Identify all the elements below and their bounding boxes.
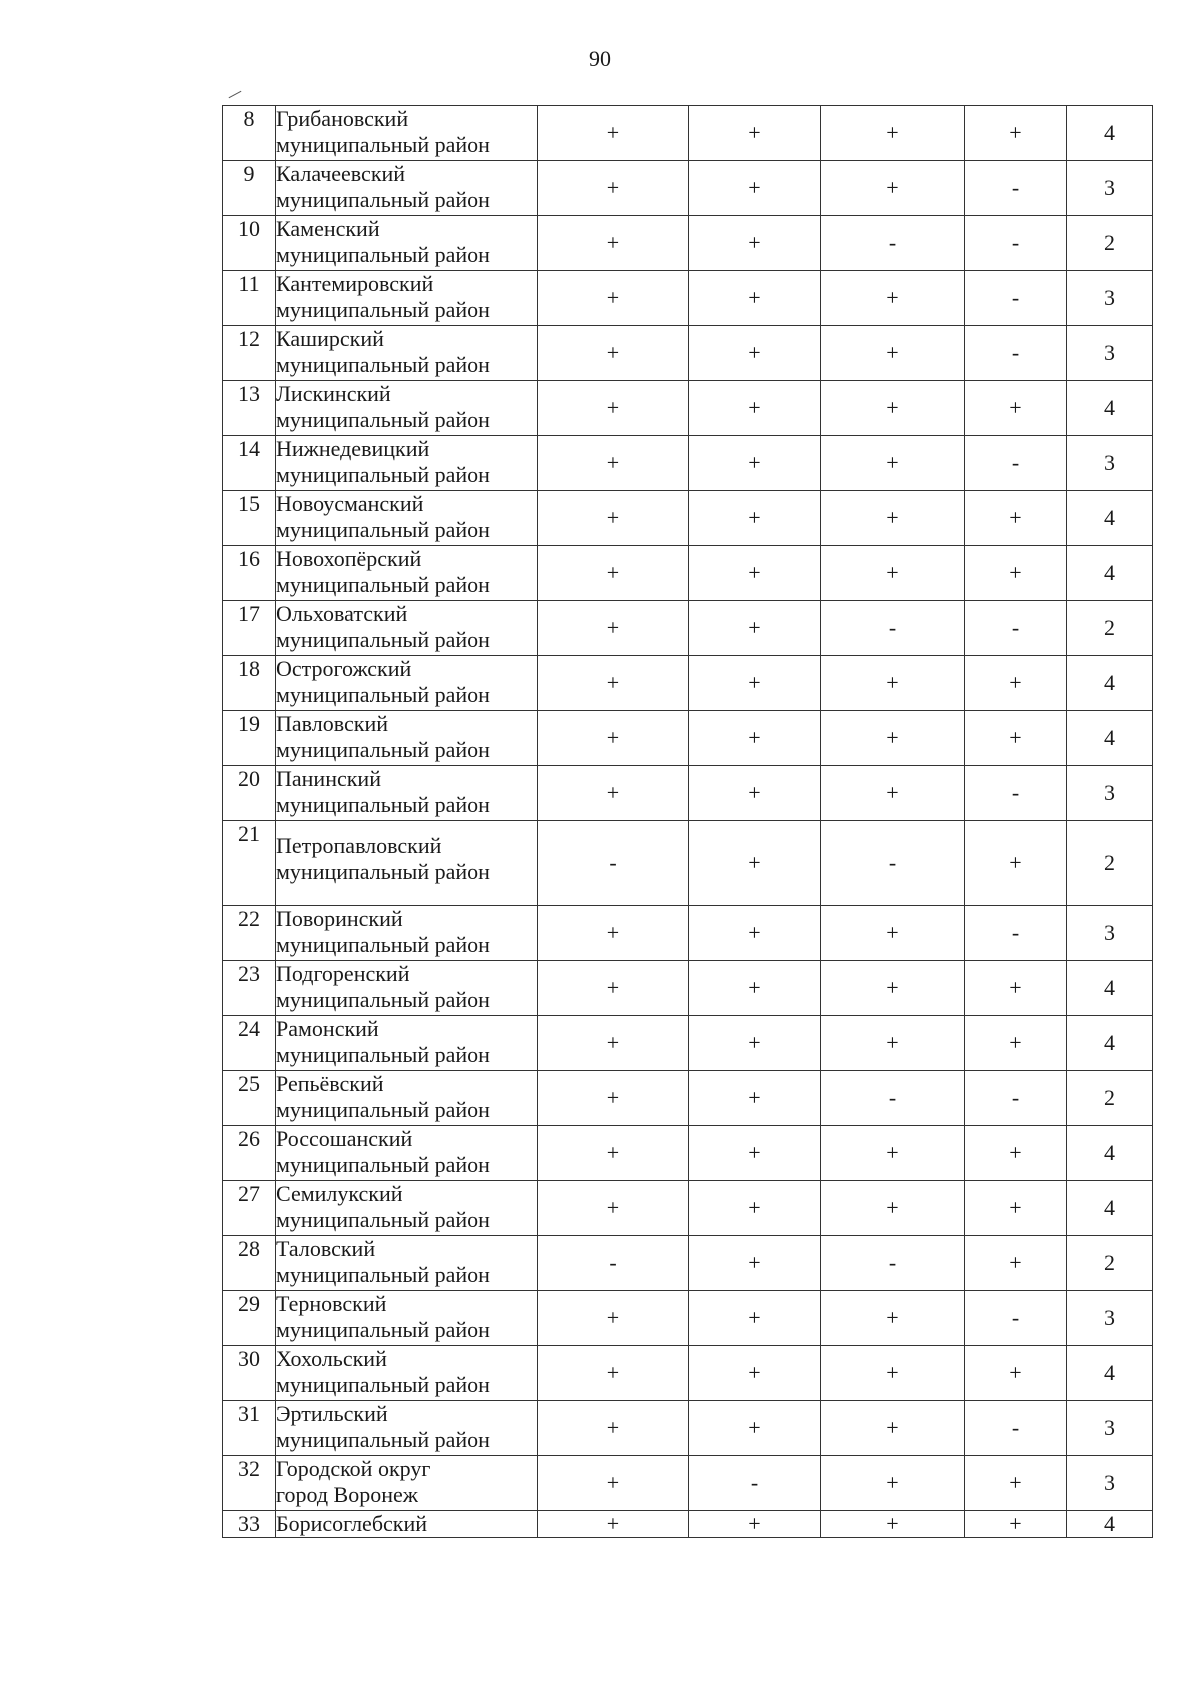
row-total: 2 <box>1067 216 1153 271</box>
district-name-line: муниципальный район <box>276 187 490 212</box>
criterion-mark-1: + <box>538 1126 689 1181</box>
criterion-mark-4: - <box>965 601 1067 656</box>
district-name <box>276 1181 538 1236</box>
criterion-mark-1: + <box>538 1291 689 1346</box>
table-row <box>223 961 1153 1016</box>
districts-table <box>222 105 1153 1538</box>
row-number: 24 <box>223 1016 276 1071</box>
criterion-mark-3: + <box>821 1126 965 1181</box>
district-name <box>276 961 538 1016</box>
table-row <box>223 711 1153 766</box>
district-name-line: Лискинский <box>276 381 391 406</box>
district-name-line: муниципальный район <box>276 1372 490 1397</box>
table-row <box>223 1346 1153 1401</box>
district-name-line: Подгоренский <box>276 961 410 986</box>
criterion-mark-4: - <box>965 1071 1067 1126</box>
row-number: 21 <box>223 821 276 906</box>
table-row <box>223 1016 1153 1071</box>
criterion-mark-4: + <box>965 546 1067 601</box>
district-name-line: Семилукский <box>276 1181 403 1206</box>
criterion-mark-2: + <box>689 436 821 491</box>
district-name-line: муниципальный район <box>276 1152 490 1177</box>
table-row <box>223 106 1153 161</box>
district-name <box>276 821 538 906</box>
criterion-mark-2: + <box>689 1181 821 1236</box>
criterion-mark-2: - <box>689 1456 821 1511</box>
district-name <box>276 656 538 711</box>
row-total: 3 <box>1067 436 1153 491</box>
table-body <box>223 106 1153 1538</box>
criterion-mark-1: + <box>538 1401 689 1456</box>
scan-mark <box>229 91 242 98</box>
row-number: 23 <box>223 961 276 1016</box>
criterion-mark-1: + <box>538 766 689 821</box>
criterion-mark-4: + <box>965 821 1067 906</box>
criterion-mark-4: - <box>965 906 1067 961</box>
district-name-line: муниципальный район <box>276 462 490 487</box>
criterion-mark-2: + <box>689 961 821 1016</box>
criterion-mark-1: + <box>538 656 689 711</box>
criterion-mark-3: - <box>821 1236 965 1291</box>
row-total: 4 <box>1067 546 1153 601</box>
row-number: 14 <box>223 436 276 491</box>
table-row <box>223 326 1153 381</box>
row-number: 12 <box>223 326 276 381</box>
district-name-line: муниципальный район <box>276 682 490 707</box>
row-total: 2 <box>1067 601 1153 656</box>
district-name-line: Россошанский <box>276 1126 413 1151</box>
criterion-mark-1: - <box>538 821 689 906</box>
row-total: 4 <box>1067 1126 1153 1181</box>
row-number: 8 <box>223 106 276 161</box>
district-name-line: муниципальный район <box>276 627 490 652</box>
criterion-mark-3: + <box>821 161 965 216</box>
row-number: 22 <box>223 906 276 961</box>
criterion-mark-1: + <box>538 711 689 766</box>
criterion-mark-1: + <box>538 161 689 216</box>
criterion-mark-2: + <box>689 1346 821 1401</box>
row-total: 4 <box>1067 1181 1153 1236</box>
district-name <box>276 436 538 491</box>
district-name <box>276 381 538 436</box>
district-name-line: муниципальный район <box>276 132 490 157</box>
criterion-mark-3: + <box>821 1346 965 1401</box>
district-name-line: Нижнедевицкий <box>276 436 430 461</box>
district-name-line: муниципальный район <box>276 407 490 432</box>
table-row <box>223 601 1153 656</box>
row-number: 26 <box>223 1126 276 1181</box>
criterion-mark-3: + <box>821 326 965 381</box>
district-name-line: муниципальный район <box>276 1097 490 1122</box>
row-number: 30 <box>223 1346 276 1401</box>
criterion-mark-1: + <box>538 961 689 1016</box>
district-name-line: муниципальный район <box>276 737 490 762</box>
criterion-mark-4: + <box>965 1346 1067 1401</box>
criterion-mark-2: + <box>689 271 821 326</box>
criterion-mark-4: + <box>965 491 1067 546</box>
district-name-line: муниципальный район <box>276 1317 490 1342</box>
row-total: 3 <box>1067 1291 1153 1346</box>
district-name <box>276 216 538 271</box>
district-name-line: Эртильский <box>276 1401 388 1426</box>
district-name-line: Поворинский <box>276 906 403 931</box>
row-total: 2 <box>1067 821 1153 906</box>
row-total: 4 <box>1067 1016 1153 1071</box>
criterion-mark-2: + <box>689 1401 821 1456</box>
district-name-line: муниципальный район <box>276 517 490 542</box>
table-row <box>223 271 1153 326</box>
criterion-mark-3: + <box>821 1291 965 1346</box>
criterion-mark-3: + <box>821 271 965 326</box>
district-name <box>276 1236 538 1291</box>
criterion-mark-3: + <box>821 106 965 161</box>
district-name <box>276 106 538 161</box>
criterion-mark-2: + <box>689 106 821 161</box>
table-row <box>223 1126 1153 1181</box>
district-name-line: муниципальный район <box>276 572 490 597</box>
row-number: 15 <box>223 491 276 546</box>
district-name-line: Хохольский <box>276 1346 387 1371</box>
district-name <box>276 1346 538 1401</box>
criterion-mark-2: + <box>689 1291 821 1346</box>
criterion-mark-3: + <box>821 1401 965 1456</box>
criterion-mark-1: + <box>538 601 689 656</box>
row-total: 3 <box>1067 906 1153 961</box>
table-row <box>223 821 1153 906</box>
district-name <box>276 1511 538 1538</box>
criterion-mark-2: + <box>689 546 821 601</box>
district-name <box>276 161 538 216</box>
criterion-mark-1: + <box>538 906 689 961</box>
criterion-mark-4: - <box>965 216 1067 271</box>
district-name-line: Кантемировский <box>276 271 434 296</box>
row-total: 3 <box>1067 326 1153 381</box>
row-total: 2 <box>1067 1236 1153 1291</box>
criterion-mark-3: + <box>821 381 965 436</box>
district-name-line: Борисоглебский <box>276 1511 428 1536</box>
district-name-line: муниципальный район <box>276 987 490 1012</box>
criterion-mark-1: + <box>538 546 689 601</box>
criterion-mark-3: + <box>821 1016 965 1071</box>
criterion-mark-3: + <box>821 1456 965 1511</box>
row-total: 3 <box>1067 1456 1153 1511</box>
criterion-mark-4: + <box>965 1016 1067 1071</box>
district-name-line: Панинский <box>276 766 381 791</box>
row-total: 4 <box>1067 1511 1153 1538</box>
criterion-mark-3: + <box>821 766 965 821</box>
district-name-line: муниципальный район <box>276 1207 490 1232</box>
district-name <box>276 1291 538 1346</box>
table-row <box>223 766 1153 821</box>
district-name-line: Павловский <box>276 711 388 736</box>
criterion-mark-3: - <box>821 821 965 906</box>
district-name-line: муниципальный район <box>276 859 490 884</box>
criterion-mark-3: + <box>821 906 965 961</box>
row-number: 31 <box>223 1401 276 1456</box>
row-number: 11 <box>223 271 276 326</box>
criterion-mark-4: + <box>965 961 1067 1016</box>
district-name-line: Грибановский <box>276 106 409 131</box>
row-number: 27 <box>223 1181 276 1236</box>
row-total: 3 <box>1067 271 1153 326</box>
table-row <box>223 546 1153 601</box>
district-name <box>276 601 538 656</box>
district-name-line: город Воронеж <box>276 1482 418 1507</box>
district-name-line: муниципальный район <box>276 297 490 322</box>
criterion-mark-4: + <box>965 1236 1067 1291</box>
criterion-mark-2: + <box>689 1071 821 1126</box>
criterion-mark-1: + <box>538 1346 689 1401</box>
criterion-mark-3: + <box>821 1511 965 1538</box>
row-total: 4 <box>1067 656 1153 711</box>
criterion-mark-4: - <box>965 1291 1067 1346</box>
table-row <box>223 1236 1153 1291</box>
row-total: 3 <box>1067 1401 1153 1456</box>
row-total: 4 <box>1067 1346 1153 1401</box>
district-name-line: Каширский <box>276 326 384 351</box>
criterion-mark-2: + <box>689 161 821 216</box>
row-number: 13 <box>223 381 276 436</box>
district-name <box>276 326 538 381</box>
criterion-mark-4: - <box>965 436 1067 491</box>
district-name <box>276 906 538 961</box>
criterion-mark-4: + <box>965 711 1067 766</box>
criterion-mark-3: + <box>821 1181 965 1236</box>
row-number: 17 <box>223 601 276 656</box>
criterion-mark-1: + <box>538 1181 689 1236</box>
table-row <box>223 1291 1153 1346</box>
district-name <box>276 271 538 326</box>
page-number: 90 <box>589 46 611 71</box>
criterion-mark-3: + <box>821 491 965 546</box>
criterion-mark-4: + <box>965 1181 1067 1236</box>
criterion-mark-2: + <box>689 216 821 271</box>
criterion-mark-3: + <box>821 436 965 491</box>
criterion-mark-1: + <box>538 216 689 271</box>
criterion-mark-2: + <box>689 491 821 546</box>
criterion-mark-2: + <box>689 766 821 821</box>
row-number: 16 <box>223 546 276 601</box>
criterion-mark-4: + <box>965 656 1067 711</box>
criterion-mark-3: + <box>821 961 965 1016</box>
district-name-line: Ольховатский <box>276 601 408 626</box>
criterion-mark-4: + <box>965 1126 1067 1181</box>
criterion-mark-3: + <box>821 546 965 601</box>
criterion-mark-1: + <box>538 106 689 161</box>
district-name-line: Рамонский <box>276 1016 379 1041</box>
criterion-mark-2: + <box>689 656 821 711</box>
district-name <box>276 1456 538 1511</box>
row-number: 9 <box>223 161 276 216</box>
criterion-mark-4: - <box>965 1401 1067 1456</box>
table-row <box>223 436 1153 491</box>
criterion-mark-2: + <box>689 381 821 436</box>
district-name <box>276 546 538 601</box>
table-row <box>223 1071 1153 1126</box>
district-name-line: Таловский <box>276 1236 376 1261</box>
criterion-mark-1: + <box>538 271 689 326</box>
district-name <box>276 1016 538 1071</box>
district-name <box>276 766 538 821</box>
table-row <box>223 216 1153 271</box>
criterion-mark-3: + <box>821 711 965 766</box>
row-total: 4 <box>1067 711 1153 766</box>
row-number: 28 <box>223 1236 276 1291</box>
criterion-mark-3: + <box>821 656 965 711</box>
criterion-mark-3: - <box>821 601 965 656</box>
district-name-line: Каменский <box>276 216 380 241</box>
criterion-mark-3: - <box>821 216 965 271</box>
district-name-line: муниципальный район <box>276 1042 490 1067</box>
row-total: 3 <box>1067 161 1153 216</box>
criterion-mark-4: - <box>965 326 1067 381</box>
row-number: 29 <box>223 1291 276 1346</box>
district-name-line: Репьёвский <box>276 1071 384 1096</box>
criterion-mark-4: - <box>965 161 1067 216</box>
criterion-mark-1: + <box>538 1071 689 1126</box>
row-total: 4 <box>1067 106 1153 161</box>
district-name-line: Петропавловский <box>276 833 442 858</box>
criterion-mark-2: + <box>689 1016 821 1071</box>
table-row <box>223 1401 1153 1456</box>
district-name-line: муниципальный район <box>276 1262 490 1287</box>
district-name-line: Новохопёрский <box>276 546 422 571</box>
criterion-mark-2: + <box>689 601 821 656</box>
criterion-mark-2: + <box>689 711 821 766</box>
criterion-mark-1: - <box>538 1236 689 1291</box>
row-number: 20 <box>223 766 276 821</box>
criterion-mark-2: + <box>689 906 821 961</box>
row-total: 4 <box>1067 961 1153 1016</box>
criterion-mark-4: + <box>965 381 1067 436</box>
criterion-mark-4: - <box>965 766 1067 821</box>
district-name-line: Калачеевский <box>276 161 406 186</box>
district-name-line: Новоусманский <box>276 491 424 516</box>
criterion-mark-2: + <box>689 821 821 906</box>
district-name-line: Терновский <box>276 1291 387 1316</box>
criterion-mark-4: + <box>965 1511 1067 1538</box>
row-total: 4 <box>1067 381 1153 436</box>
row-number: 25 <box>223 1071 276 1126</box>
criterion-mark-1: + <box>538 1456 689 1511</box>
criterion-mark-2: + <box>689 1511 821 1538</box>
criterion-mark-3: - <box>821 1071 965 1126</box>
district-name-line: Городской округ <box>276 1456 431 1481</box>
row-number: 10 <box>223 216 276 271</box>
criterion-mark-4: + <box>965 106 1067 161</box>
row-number: 32 <box>223 1456 276 1511</box>
district-name-line: муниципальный район <box>276 792 490 817</box>
district-name-line: муниципальный район <box>276 242 490 267</box>
table-row <box>223 1456 1153 1511</box>
criterion-mark-2: + <box>689 1126 821 1181</box>
criterion-mark-1: + <box>538 1511 689 1538</box>
row-number: 19 <box>223 711 276 766</box>
criterion-mark-1: + <box>538 491 689 546</box>
row-total: 3 <box>1067 766 1153 821</box>
table-row <box>223 906 1153 961</box>
table-row <box>223 1181 1153 1236</box>
district-name-line: муниципальный район <box>276 1427 490 1452</box>
district-name <box>276 711 538 766</box>
row-total: 4 <box>1067 491 1153 546</box>
table-row <box>223 161 1153 216</box>
table-row <box>223 381 1153 436</box>
row-total: 2 <box>1067 1071 1153 1126</box>
table-row <box>223 656 1153 711</box>
criterion-mark-1: + <box>538 1016 689 1071</box>
criterion-mark-1: + <box>538 326 689 381</box>
district-name-line: муниципальный район <box>276 932 490 957</box>
criterion-mark-1: + <box>538 436 689 491</box>
criterion-mark-2: + <box>689 1236 821 1291</box>
table-row <box>223 1511 1153 1538</box>
district-name <box>276 1401 538 1456</box>
table-row <box>223 491 1153 546</box>
district-name-line: муниципальный район <box>276 352 490 377</box>
row-number: 33 <box>223 1511 276 1538</box>
criterion-mark-1: + <box>538 381 689 436</box>
criterion-mark-2: + <box>689 326 821 381</box>
district-name <box>276 491 538 546</box>
district-name-line: Острогожский <box>276 656 412 681</box>
row-number: 18 <box>223 656 276 711</box>
criterion-mark-4: - <box>965 271 1067 326</box>
district-name <box>276 1071 538 1126</box>
district-name <box>276 1126 538 1181</box>
criterion-mark-4: + <box>965 1456 1067 1511</box>
